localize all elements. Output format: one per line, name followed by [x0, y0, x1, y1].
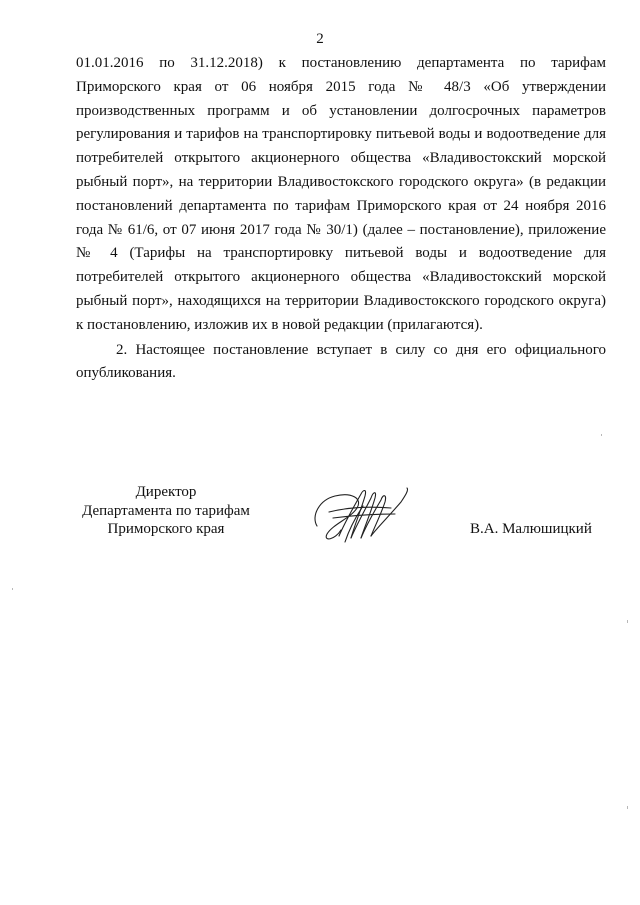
scan-speck: [601, 434, 602, 436]
signatory-title-line-3: Приморского края: [107, 521, 225, 537]
paragraph-2: 2. Настоящее постановление вступает в силу со дня его официального опубликования.: [76, 341, 606, 382]
scan-speck: [627, 620, 628, 623]
scan-speck: [12, 588, 13, 590]
scan-speck: [627, 806, 628, 809]
signatory-title-line-2: Департамента по тарифам: [82, 502, 250, 519]
page-number: 2: [316, 31, 324, 47]
document-body: [76, 52, 606, 386]
signatory-title-line-1: Директор: [135, 484, 197, 500]
signatory-name: В.А. Малюшицкий: [470, 521, 592, 537]
signatory-title: [76, 483, 256, 539]
handwritten-signature: [305, 478, 415, 548]
paragraph-1: 01.01.2016 по 31.12.2018) к постановлению департамента по тарифам Приморского края от 06 ноября 2015 года № 48/3 «Об утверждении производственных программ и об установлении долгосрочных параметров регулирования и тарифов на транспортировку питьевой воды и водоотведение для потребителей открытого акционерного общества «Владивостокский морской рыбный порт», на территории Владивостокского городского округа» (в редакции постановлений департамента по тарифам Приморского края от 24 ноября 2016 года № 61/6, от 07 июня 2017 года № 30/1) (далее – постановление), приложение № 4 (Тарифы на транспортировку питьевой воды и водоотведение для потребителей открытого акционерного общества «Владивостокский морской рыбный порт», находящихся на территории Владивостокского городского округа) к постановлению, изложив их в новой редакции (прилагаются).: [76, 55, 606, 333]
